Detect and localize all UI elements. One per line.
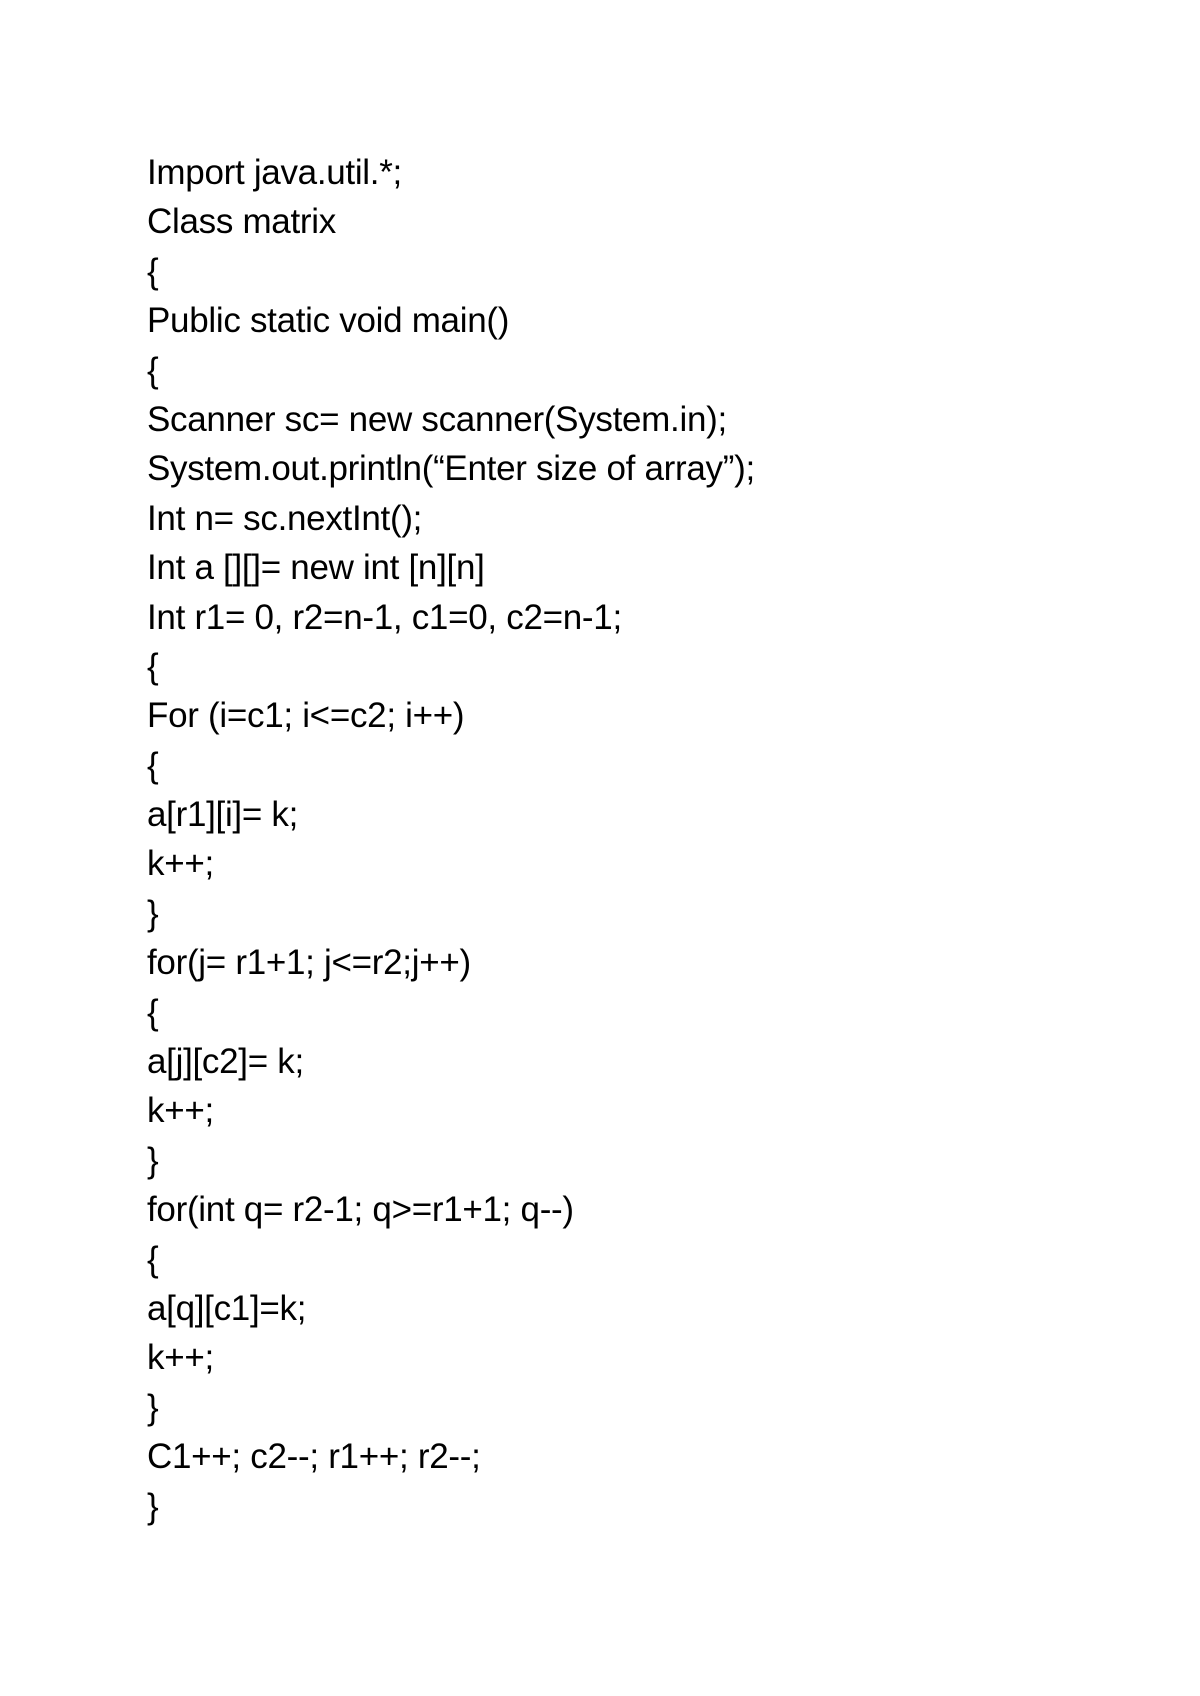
code-line: For (i=c1; i<=c2; i++) — [147, 696, 465, 736]
code-line: Public static void main() — [147, 301, 510, 341]
code-line: C1++; c2--; r1++; r2--; — [147, 1437, 481, 1477]
code-line: Int a [][]= new int [n][n] — [147, 548, 485, 588]
code-line: a[j][c2]= k; — [147, 1042, 304, 1082]
code-line: Int n= sc.nextInt(); — [147, 498, 423, 538]
code-line: Int r1= 0, r2=n-1, c1=0, c2=n-1; — [147, 597, 622, 637]
code-line: Import java.util.*; — [147, 153, 402, 192]
code-line: { — [147, 646, 159, 686]
code-line: k++; — [147, 844, 214, 884]
code-line: System.out.println(“Enter size of array”); — [147, 449, 755, 489]
code-line: Scanner sc= new scanner(System.in); — [147, 399, 727, 439]
code-line: } — [147, 1486, 159, 1526]
code-line: } — [147, 1387, 159, 1427]
code-listing — [147, 148, 1097, 1531]
code-line: { — [147, 1239, 159, 1279]
code-line: for(int q= r2-1; q>=r1+1; q--) — [147, 1190, 574, 1230]
code-line: { — [147, 992, 159, 1032]
code-line: a[q][c1]=k; — [147, 1288, 307, 1328]
code-line: a[r1][i]= k; — [147, 795, 299, 835]
code-line: k++; — [147, 1338, 214, 1378]
code-line: Class matrix — [147, 202, 336, 242]
code-line: for(j= r1+1; j<=r2;j++) — [147, 943, 471, 983]
code-line: k++; — [147, 1091, 214, 1131]
code-line: { — [147, 350, 159, 390]
code-line: } — [147, 1140, 159, 1180]
code-line: { — [147, 251, 159, 291]
code-line: } — [147, 893, 159, 933]
code-line: { — [147, 745, 159, 785]
